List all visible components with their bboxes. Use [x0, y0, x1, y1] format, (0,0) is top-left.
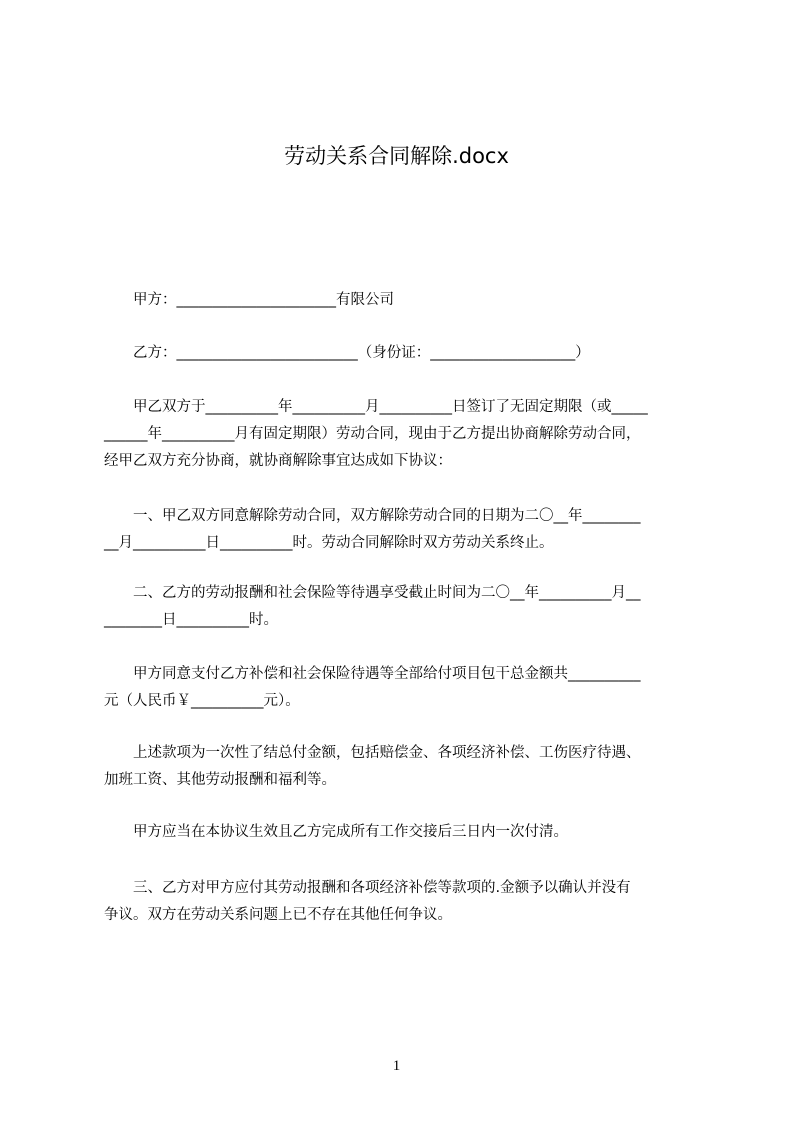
paragraph-line: 二、乙方的劳动报酬和社会保险等待遇享受截止时间为二〇__年__________月__	[104, 585, 641, 601]
paragraph-line: 加班工资、其他劳动报酬和福利等。	[104, 772, 336, 788]
document-title: 劳动关系合同解除.docx	[284, 144, 509, 168]
paragraph-line: ______年__________月有固定期限）劳动合同，现由于乙方提出协商解除劳动合同，	[104, 426, 641, 442]
paragraph-line: 甲方同意支付乙方补偿和社会保险待遇等全部给付项目包干总金额共__________	[104, 666, 641, 682]
payment-deadline-paragraph: 甲方应当在本协议生效且乙方完成所有工作交接后三日内一次付清。	[104, 824, 568, 840]
page-number: 1	[392, 1058, 401, 1074]
party-a-line: 甲方：______________________有限公司	[104, 292, 394, 308]
paragraph-line: __月__________日__________时。劳动合同解除时双方劳动关系终止。	[104, 535, 554, 551]
paragraph-line: 元（人民币￥__________元）。	[104, 693, 300, 709]
paragraph-line: ________日__________时。	[104, 612, 278, 628]
paragraph-line: 争议。双方在劳动关系问题上已不存在其他任何争议。	[104, 907, 452, 923]
paragraph-line: 三、乙方对甲方应付其劳动报酬和各项经济补偿等款项的.金额予以确认并没有	[104, 880, 631, 896]
paragraph-line: 经甲乙双方充分协商，就协商解除事宜达成如下协议：	[104, 453, 452, 469]
paragraph-line: 上述款项为一次性了结总付金额，包括赔偿金、各项经济补偿、工伤医疗待遇、	[104, 745, 641, 761]
party-b-line: 乙方：_________________________（身份证：____________________）	[104, 345, 590, 361]
paragraph-line: 甲乙双方于__________年__________月__________日签订了无固定期限（或_____	[104, 399, 648, 415]
paragraph-line: 一、甲乙双方同意解除劳动合同，双方解除劳动合同的日期为二〇__年________	[104, 508, 641, 524]
